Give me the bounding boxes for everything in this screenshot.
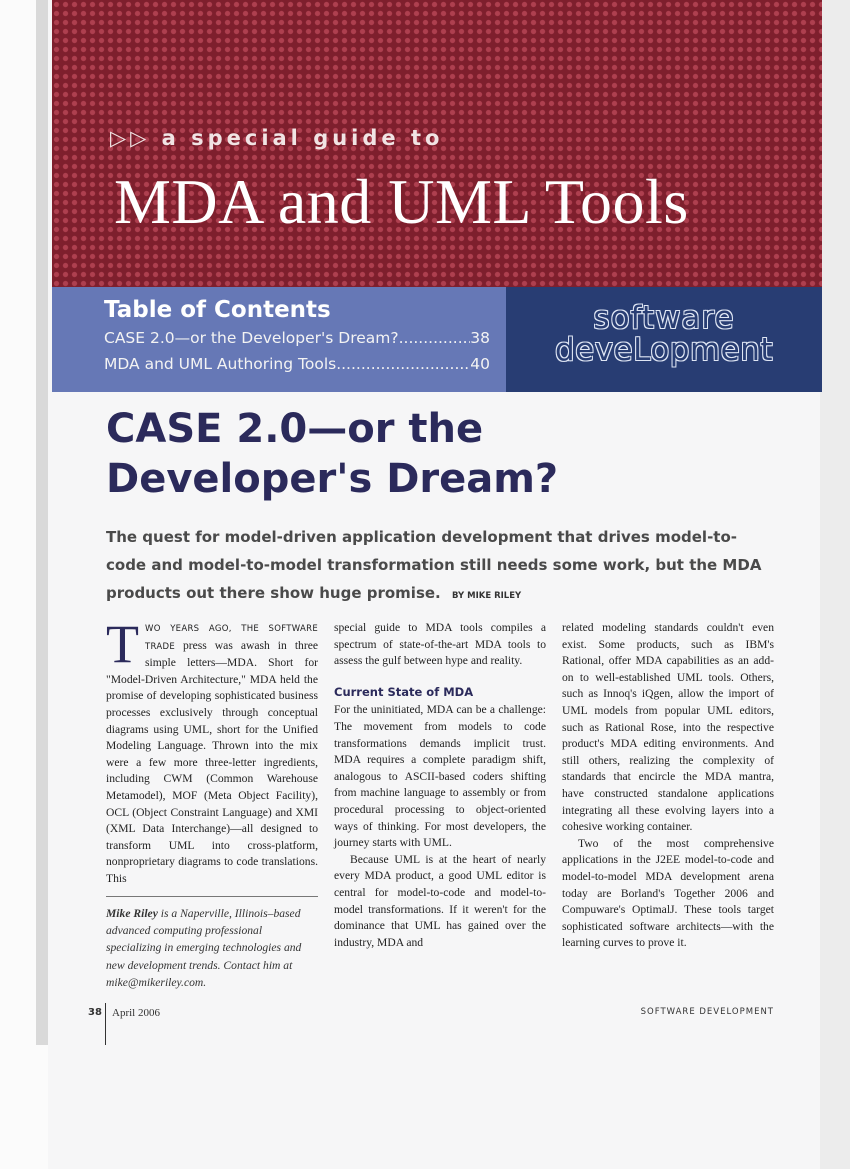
lead-caps: WO YEARS AGO, THE SOFTWARE TRADE <box>145 624 318 652</box>
text-column-2 <box>334 620 546 951</box>
toc-entry[interactable] <box>104 329 490 347</box>
paragraph: For the uninitiated, MDA can be a challenge: The movement from models to code transformations demands implicit trust. MDA requires a complete paradigm shift, analogous to ASCII-based coders shifting from machine language to assembly or from procedural processing to object-oriented ways of thinking. For most developers, the journey starts with UML. <box>334 703 546 850</box>
article-deck <box>106 523 766 610</box>
section-subhead: Current State of MDA <box>334 684 474 699</box>
banner-title: MDA and UML Tools <box>114 166 689 237</box>
text-column-3 <box>562 620 774 952</box>
toc-entry-page: 38 <box>470 329 490 347</box>
brand-logo-line2: deveLopment <box>554 332 774 368</box>
banner-kicker: ▷▷ a special guide to <box>110 126 444 150</box>
toc-leader <box>399 329 471 347</box>
issue-date: April 2006 <box>112 1007 160 1019</box>
page-edge-right <box>820 0 850 1169</box>
text-column-1 <box>106 614 318 888</box>
page-number: 38 <box>88 1007 102 1018</box>
paragraph: Because UML is at the heart of nearly every MDA product, a good UML editor is central for model-to-code and model-to-model transformations. If it weren't for the dominance that UML has gained over the industry, MDA and <box>334 852 546 949</box>
paragraph: related modeling standards couldn't even exist. Some products, such as IBM's Rational, offer MDA capabilities as an add-on to well-established UML tools. Others, such as Innoq's iQgen, allow the import of UML models from popular UML editors, such as Rational Rose, into the respective product's MDA editing environments. And still others, realizing the complexity of standards that encircle the MDA mantra, have constructed standalone applications integrating all these evolving layers into a cohesive working container. <box>562 621 774 834</box>
lead-paragraph <box>106 614 318 888</box>
drop-cap: T <box>106 614 139 674</box>
toc-entry[interactable] <box>104 355 490 373</box>
byline: BY MIKE RILEY <box>452 591 522 601</box>
lead-text: press was awash in three simple letters—MDA. Short for "Model-Driven Architecture," MDA held the promise of developing sophisticated business processes exclusively through conceptual diagrams using UML, short for the Unified Modeling Language. Thrown into the mix were a few more three-letter ingredients, including CWM (Common Warehouse Metamodel), MOF (Meta Object Facility), OCL (Object Constraint Language) and XMI (XML Data Interchange)—all designed to transform UML into cross-platform, nonproprietary diagrams to code translations. This <box>106 638 318 885</box>
page-edge-left <box>36 0 48 1045</box>
toc-leader <box>336 355 470 373</box>
author-bio <box>106 905 318 991</box>
toc-entry-title: MDA and UML Authoring Tools <box>104 355 337 373</box>
headline-line2: Developer's Dream? <box>106 456 559 502</box>
toc-entry-title: CASE 2.0—or the Developer's Dream? <box>104 329 399 347</box>
folio-rule <box>105 1003 106 1045</box>
magazine-name: SOFTWARE DEVELOPMENT <box>640 1007 774 1017</box>
brand-logo-line1: software <box>593 300 735 336</box>
toc-entry-page: 40 <box>470 355 490 373</box>
deck-text: The quest for model-driven application development that drives model-to-code and model-to-model transformation still needs some work, but the MDA products out there show huge promise. <box>106 528 762 602</box>
toc-heading: Table of Contents <box>104 297 331 323</box>
bio-divider <box>106 896 318 897</box>
bio-name: Mike Riley <box>106 907 158 920</box>
headline-line1: CASE 2.0—or the <box>106 406 484 452</box>
paragraph: special guide to MDA tools compiles a spectrum of state-of-the-art MDA tools to assess the gulf between hype and reality. <box>334 621 546 668</box>
bio-text: is a Naperville, Illinois–based advanced computing professional specializing in emerging technologies and new development trends. Contact him at mike@mikeriley.com. <box>106 907 302 989</box>
paragraph: Two of the most comprehensive applications in the J2EE model-to-code and model-to-model MDA development arena today are Borland's Together 2006 and Compuware's OptimalJ. These tools target sophisticated software architects—with the learning curves to prove it. <box>562 836 774 950</box>
article-headline <box>106 404 746 504</box>
